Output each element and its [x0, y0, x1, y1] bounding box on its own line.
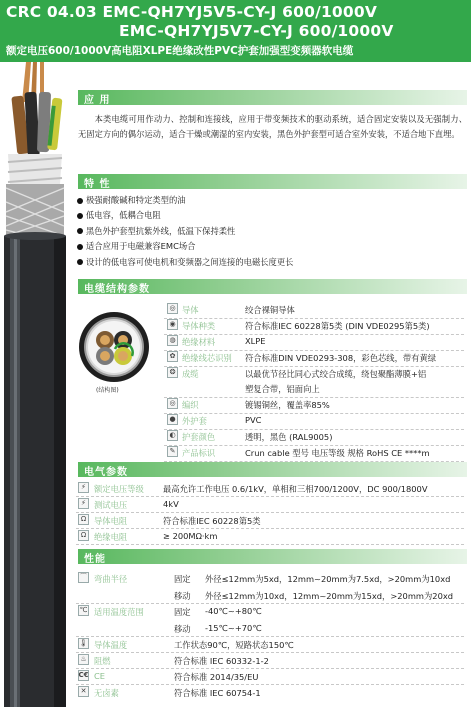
electrical-value: ≥ 200MΩ·km — [163, 531, 218, 541]
divider — [76, 603, 464, 604]
structure-value: XLPE — [245, 336, 266, 346]
temp-move-value: -15℃~+70℃ — [205, 623, 262, 633]
structure-value: 以最优节径比同心式绞合成缆，绕包聚酯薄膜+铝 — [245, 369, 427, 379]
electrical-label: 导体电阻 — [94, 516, 128, 526]
cross-section-caption: (结构图) — [96, 387, 119, 394]
electrical-value: 最高允许工作电压 0.6/1kV，单相和三相700/1200V，DC 900/1800V — [163, 484, 428, 494]
structure-value: PVC — [245, 415, 262, 425]
structure-value: 透明，黑色 (RAL9005) — [245, 432, 333, 442]
structure-value: Crun cable 型号 电压等级 规格 RoHS CE ****m — [245, 448, 430, 458]
insulation-icon: ◍ — [167, 335, 178, 346]
application-paragraph: 本类电缆可用作动力、控制和连接线，应用于带变频技术的驱动系统，适合固定安装以及无强制力、无固定方向的偶尔运动，适合干燥或潮湿的室内安装，黑色外护套型可适合室外安装，不适合地下直埋。 — [78, 114, 467, 139]
halogen-free-icon: ✕ — [78, 686, 89, 697]
performance-label: CE — [94, 671, 106, 681]
section-title-application: 应 用 — [84, 95, 111, 106]
structure-value-continued: 塑复合带，铝面向上 — [245, 384, 320, 394]
section-title-performance: 性能 — [84, 554, 106, 565]
performance-label: 导体温度 — [94, 640, 128, 650]
structure-label: 成缆 — [182, 369, 199, 379]
performance-value: 符合标准 2014/35/EU — [174, 672, 259, 682]
electrical-label: 测试电压 — [94, 500, 128, 510]
temperature-range-label: 适用温度范围 — [94, 607, 144, 617]
section-header-performance — [78, 549, 467, 564]
feature-item: 极强耐酸碱和特定类型的油 — [76, 193, 466, 208]
conductor-icon: ◎ — [167, 303, 178, 314]
structure-label: 绝缘线芯识别 — [182, 353, 232, 363]
marking-icon: ✎ — [167, 446, 178, 457]
features-list — [76, 193, 466, 270]
performance-value: 工作状态90℃，短路状态150℃ — [174, 640, 294, 650]
electrical-value: 符合标准IEC 60228第5类 — [163, 516, 261, 526]
section-header-structure — [78, 279, 467, 294]
divider — [76, 636, 464, 637]
divider — [164, 429, 464, 430]
section-title-electrical: 电气参数 — [84, 467, 128, 478]
cable-photo — [0, 62, 70, 707]
divider — [164, 350, 464, 351]
ce-icon: C€ — [78, 671, 89, 679]
divider — [76, 544, 464, 545]
performance-value: 符合标准 IEC 60332-1-2 — [174, 656, 269, 666]
structure-label: 护套颜色 — [182, 432, 216, 442]
section-header-application — [78, 90, 467, 105]
header-banner — [0, 0, 471, 62]
conductor-temp-icon: 🌡 — [79, 639, 88, 647]
performance-label: 无卤素 — [94, 688, 119, 698]
performance-value: 符合标准 IEC 60754-1 — [174, 688, 261, 698]
structure-value: 镀锡铜丝，覆盖率85% — [245, 400, 330, 410]
temp-move-label: 移动 — [174, 624, 191, 634]
divider — [164, 397, 464, 398]
divider — [76, 668, 464, 669]
section-title-structure: 电缆结构参数 — [84, 284, 150, 295]
insulation-resistance-icon: Ω — [78, 530, 89, 541]
divider — [76, 528, 464, 529]
section-header-features — [78, 174, 467, 189]
sheath-color-icon: ◐ — [167, 430, 178, 441]
product-code-line-2: EMC-QH7YJ5V7-CY-J 600/1000V — [119, 22, 394, 40]
divider — [164, 445, 464, 446]
structure-label: 导体 — [182, 305, 199, 315]
feature-item: 低电容，低耦合电阻 — [76, 208, 466, 223]
electrical-label: 额定电压等级 — [94, 484, 144, 494]
sheath-icon: ● — [167, 414, 178, 425]
structure-label: 绝缘材料 — [182, 337, 216, 347]
feature-item: 黑色外护套型抗紫外线，低温下保持柔性 — [76, 224, 466, 239]
bend-move-value: 外径≤12mm为10xd，12mm~20mm为15xd，>20mm为20xd — [205, 591, 454, 601]
core-id-icon: ✿ — [167, 351, 178, 362]
temperature-range-icon: ℃ — [79, 606, 88, 614]
bend-radius-label: 弯曲半径 — [94, 574, 128, 584]
divider — [164, 413, 464, 414]
structure-label: 导体种类 — [182, 321, 216, 331]
temp-fixed-value: -40℃~+80℃ — [205, 606, 262, 616]
electrical-value: 4kV — [163, 499, 179, 509]
product-subtitle: 额定电压600/1000V高电阻XLPE绝缘改性PVC护套加强型变频器软电缆 — [6, 45, 354, 57]
flame-icon: ♨ — [78, 654, 89, 665]
structure-label: 外护套 — [182, 416, 207, 426]
structure-label: 产品标识 — [182, 448, 216, 458]
test-voltage-icon: ⚡ — [78, 498, 89, 509]
divider — [164, 366, 464, 367]
temp-fixed-label: 固定 — [174, 607, 191, 617]
structure-value: 符合标准DIN VDE0293-308，彩色芯线，带有黄绿 — [245, 353, 437, 363]
feature-item: 设计的低电容可使电机和变频器之间连接的电磁长度更长 — [76, 255, 466, 270]
cross-section-diagram — [78, 311, 150, 383]
voltage-icon: ⚡ — [78, 482, 89, 493]
structure-value: 符合标准IEC 60228第5类 (DIN VDE0295第5类) — [245, 321, 430, 331]
divider — [164, 318, 464, 319]
bend-move-label: 移动 — [174, 591, 191, 601]
section-header-electrical — [78, 462, 467, 477]
conductor-type-icon: ◉ — [167, 319, 178, 330]
electrical-label: 绝缘电阻 — [94, 532, 128, 542]
divider — [164, 334, 464, 335]
divider — [76, 512, 464, 513]
bend-fixed-value: 外径≤12mm为5xd，12mm~20mm为7.5xd，>20mm为10xd — [205, 574, 451, 584]
bend-fixed-label: 固定 — [174, 574, 191, 584]
performance-label: 阻燃 — [94, 656, 111, 666]
divider — [76, 496, 464, 497]
structure-label: 编织 — [182, 400, 199, 410]
divider — [76, 684, 464, 685]
resistance-icon: Ω — [78, 514, 89, 525]
section-title-features: 特 性 — [84, 179, 111, 190]
divider — [76, 652, 464, 653]
bend-radius-icon: ⌒ — [80, 573, 87, 581]
product-code-line-1: CRC 04.03 EMC-QH7YJ5V5-CY-J 600/1000V — [6, 3, 378, 21]
cabling-icon: ❂ — [167, 367, 178, 378]
feature-item: 适合应用于电磁兼容EMC场合 — [76, 239, 466, 254]
braid-icon: ◎ — [167, 398, 178, 409]
structure-value: 绞合裸铜导体 — [245, 305, 295, 315]
